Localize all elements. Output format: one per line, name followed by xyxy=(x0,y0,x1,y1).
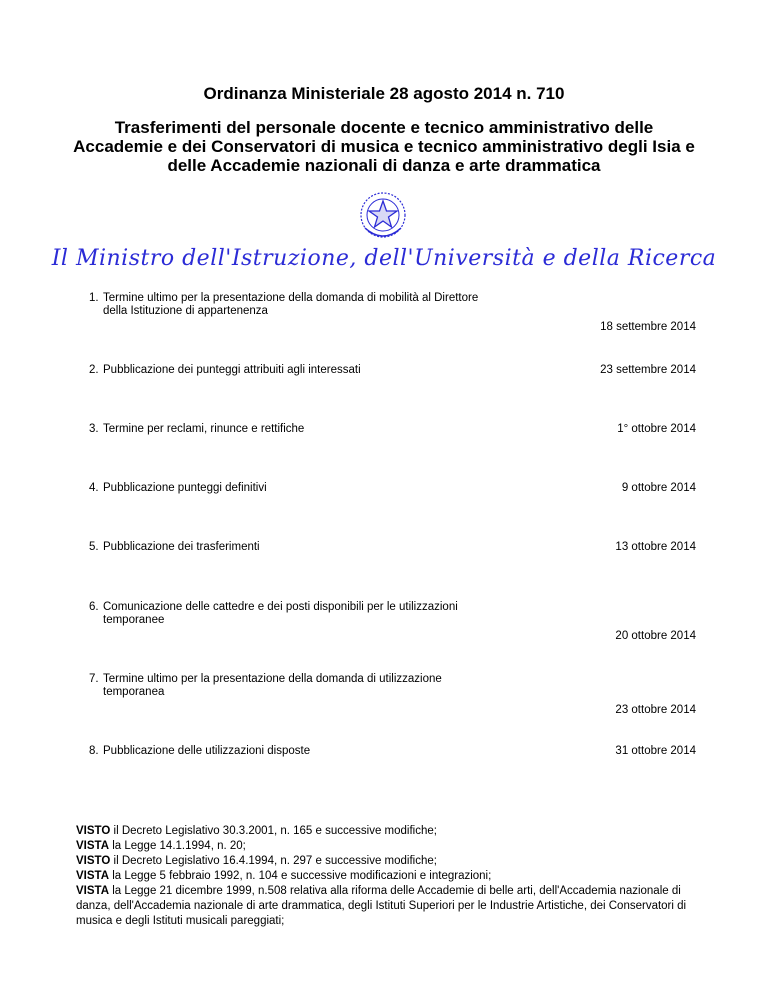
visto-text: il Decreto Legislativo 16.4.1994, n. 297 e successive modifiche; xyxy=(110,855,437,867)
item-line: Pubblicazione delle utilizzazioni disposte xyxy=(103,745,311,757)
item-description xyxy=(103,601,533,627)
ministry-signature: Il Ministro dell'Istruzione, dell'Università e della Ricerca xyxy=(51,246,717,271)
item-description xyxy=(103,364,533,377)
item-number: 4. xyxy=(89,482,99,494)
item-date: 9 ottobre 2014 xyxy=(621,482,696,494)
item-line: Termine per reclami, rinunce e rettifiche xyxy=(103,423,305,435)
schedule-item xyxy=(89,541,696,557)
subtitle-line: Trasferimenti del personale docente e tecnico amministrativo delle xyxy=(114,118,654,137)
item-date: 23 settembre 2014 xyxy=(600,364,696,376)
visto-section xyxy=(76,824,716,929)
item-date: 20 ottobre 2014 xyxy=(615,630,696,642)
item-number: 7. xyxy=(89,673,99,685)
schedule-item xyxy=(89,292,696,332)
visto-paragraph xyxy=(76,824,716,839)
schedule-item xyxy=(89,601,696,645)
item-line: temporanee xyxy=(103,614,165,626)
item-number: 5. xyxy=(89,541,99,553)
item-date: 18 settembre 2014 xyxy=(600,321,696,333)
visto-paragraph xyxy=(76,869,716,884)
visto-text: la Legge 5 febbraio 1992, n. 104 e successive modificazioni e integrazioni; xyxy=(109,870,492,882)
visto-keyword: VISTA xyxy=(76,885,110,897)
schedule-item xyxy=(89,482,696,498)
item-line: temporanea xyxy=(103,686,165,698)
item-number: 3. xyxy=(89,423,99,435)
item-date: 1° ottobre 2014 xyxy=(617,423,696,435)
item-line: Comunicazione delle cattedre e dei posti disponibili per le utilizzazioni xyxy=(103,601,458,613)
schedule-item xyxy=(89,364,696,380)
item-line: Pubblicazione punteggi definitivi xyxy=(103,482,267,494)
item-date: 23 ottobre 2014 xyxy=(615,704,696,716)
visto-keyword: VISTO xyxy=(76,825,111,837)
item-line: Termine ultimo per la presentazione della domanda di mobilità al Direttore xyxy=(103,292,479,304)
visto-paragraph xyxy=(76,884,716,929)
item-number: 8. xyxy=(89,745,99,757)
visto-keyword: VISTO xyxy=(76,855,111,867)
visto-text: la Legge 14.1.1994, n. 20; xyxy=(109,840,246,852)
item-description xyxy=(103,423,533,436)
visto-paragraph xyxy=(76,839,716,854)
visto-keyword: VISTA xyxy=(76,870,110,882)
item-description xyxy=(103,541,533,554)
item-line: Pubblicazione dei trasferimenti xyxy=(103,541,260,553)
visto-paragraph xyxy=(76,854,716,869)
item-line: della Istituzione di appartenenza xyxy=(103,305,268,317)
subtitle-line: Accademie e dei Conservatori di musica e tecnico amministrativo degli Isia e xyxy=(73,137,695,156)
italian-republic-emblem-icon xyxy=(355,188,411,244)
item-date: 31 ottobre 2014 xyxy=(615,745,696,757)
schedule-item xyxy=(89,423,696,439)
item-line: Termine ultimo per la presentazione della domanda di utilizzazione xyxy=(103,673,442,685)
item-description xyxy=(103,673,533,699)
item-line: Pubblicazione dei punteggi attribuiti agli interessati xyxy=(103,364,361,376)
item-date: 13 ottobre 2014 xyxy=(615,541,696,553)
item-number: 1. xyxy=(89,292,99,304)
item-description xyxy=(103,745,533,758)
item-number: 2. xyxy=(89,364,99,376)
document-title: Ordinanza Ministeriale 28 agosto 2014 n. 710 xyxy=(203,84,565,103)
document-subtitle xyxy=(0,118,768,175)
visto-text: la Legge 21 dicembre 1999, n.508 relativa alla riforma delle Accademie di belle arti, dell'Accademia nazionale di danza, dell'Accademia nazionale di arte drammatica, degli Istituti Superiori per le Industrie Artistiche, dei Conservatori di musica e degli Istituti musicali pareggiati; xyxy=(76,885,687,927)
item-number: 6. xyxy=(89,601,99,613)
visto-keyword: VISTA xyxy=(76,840,110,852)
schedule-item xyxy=(89,745,696,761)
item-description xyxy=(103,292,533,318)
subtitle-line: delle Accademie nazionali di danza e arte drammatica xyxy=(167,156,601,175)
schedule-item xyxy=(89,673,696,717)
item-description xyxy=(103,482,533,495)
visto-text: il Decreto Legislativo 30.3.2001, n. 165 e successive modifiche; xyxy=(110,825,437,837)
